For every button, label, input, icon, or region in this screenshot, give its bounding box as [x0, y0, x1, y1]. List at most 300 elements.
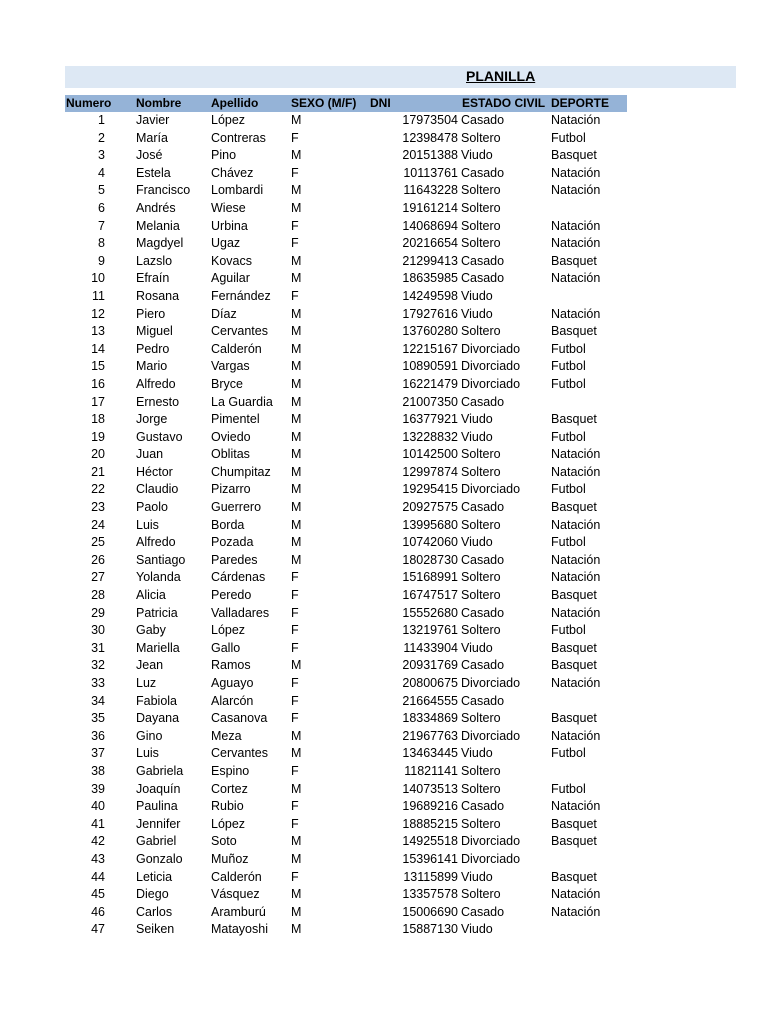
cell-dni: 12215167	[402, 341, 458, 356]
cell-sexo: M	[291, 183, 302, 198]
cell-apellido: Kovacs	[211, 253, 252, 268]
cell-nombre: Paolo	[136, 500, 168, 515]
cell-estado-civil: Divorciado	[461, 851, 521, 866]
cell-nombre: Joaquín	[136, 781, 181, 796]
cell-apellido: Muñoz	[211, 851, 249, 866]
cell-estado-civil: Soltero	[461, 887, 501, 902]
table-row	[0, 833, 768, 851]
cell-dni: 21664555	[402, 693, 458, 708]
cell-deporte: Natación	[551, 887, 601, 902]
cell-estado-civil: Viudo	[461, 429, 493, 444]
cell-estado-civil: Soltero	[461, 324, 501, 339]
cell-apellido: Meza	[211, 728, 242, 743]
cell-sexo: F	[291, 711, 299, 726]
table-row	[0, 376, 768, 394]
cell-dni: 11821141	[404, 763, 458, 778]
cell-dni: 18334869	[402, 711, 458, 726]
table-row	[0, 464, 768, 482]
cell-dni: 13115899	[403, 869, 458, 884]
cell-sexo: F	[291, 763, 299, 778]
cell-dni: 13357578	[402, 887, 458, 902]
cell-nombre: Alfredo	[136, 376, 176, 391]
cell-dni: 16747517	[402, 588, 458, 603]
cell-apellido: Soto	[211, 834, 237, 849]
cell-sexo: F	[291, 640, 299, 655]
cell-numero: 9	[98, 253, 105, 268]
table-row	[0, 253, 768, 271]
table-row	[0, 728, 768, 746]
cell-numero: 20	[91, 447, 105, 462]
cell-dni: 13219761	[402, 623, 458, 638]
table-row	[0, 130, 768, 148]
cell-apellido: Bryce	[211, 376, 243, 391]
cell-estado-civil: Viudo	[461, 306, 493, 321]
cell-estado-civil: Soltero	[461, 816, 501, 831]
cell-nombre: Gustavo	[136, 429, 183, 444]
cell-deporte: Natación	[551, 271, 601, 286]
cell-numero: 1	[98, 113, 105, 127]
cell-dni: 12997874	[402, 464, 458, 479]
cell-apellido: Contreras	[211, 130, 266, 145]
cell-deporte: Natación	[551, 236, 601, 251]
table-row	[0, 675, 768, 693]
cell-nombre: Fabiola	[136, 693, 177, 708]
cell-deporte: Natación	[551, 447, 601, 462]
cell-estado-civil: Viudo	[461, 148, 493, 163]
cell-estado-civil: Casado	[461, 271, 505, 286]
cell-sexo: M	[291, 500, 302, 515]
cell-nombre: Luz	[136, 676, 157, 690]
cell-apellido: Casanova	[211, 711, 268, 726]
cell-sexo: M	[291, 728, 302, 743]
cell-sexo: M	[291, 429, 302, 444]
cell-estado-civil: Soltero	[461, 183, 501, 198]
cell-deporte: Futbol	[551, 623, 586, 638]
cell-deporte: Natación	[551, 517, 601, 532]
cell-numero: 16	[91, 376, 105, 391]
cell-dni: 11433904	[403, 640, 458, 655]
cell-estado-civil: Soltero	[461, 200, 501, 215]
table-row	[0, 921, 768, 939]
cell-numero: 25	[91, 535, 105, 550]
cell-numero: 17	[91, 394, 105, 409]
cell-estado-civil: Viudo	[461, 640, 493, 655]
cell-numero: 24	[91, 517, 105, 532]
cell-apellido: Cortez	[211, 781, 248, 796]
cell-nombre: Jennifer	[136, 816, 181, 831]
table-row	[0, 622, 768, 640]
cell-sexo: M	[291, 851, 302, 866]
cell-dni: 20216654	[402, 236, 458, 251]
cell-nombre: Jorge	[136, 412, 168, 427]
cell-estado-civil: Soltero	[461, 517, 501, 532]
cell-numero: 4	[98, 165, 105, 180]
cell-sexo: M	[291, 781, 302, 796]
cell-numero: 46	[91, 904, 105, 919]
cell-numero: 38	[91, 763, 105, 778]
cell-numero: 22	[91, 482, 105, 497]
cell-apellido: Oblitas	[211, 447, 250, 462]
table-row	[0, 745, 768, 763]
cell-estado-civil: Soltero	[461, 218, 501, 233]
data-table-body	[0, 112, 768, 939]
cell-apellido: Ugaz	[211, 236, 241, 251]
cell-apellido: Cervantes	[211, 746, 268, 761]
cell-apellido: Aramburú	[211, 904, 266, 919]
cell-estado-civil: Casado	[461, 552, 505, 567]
table-row	[0, 534, 768, 552]
cell-numero: 3	[98, 148, 105, 163]
cell-dni: 18885215	[402, 816, 458, 831]
cell-apellido: López	[211, 623, 246, 638]
cell-deporte: Futbol	[551, 535, 586, 550]
cell-deporte: Natación	[551, 183, 601, 198]
cell-apellido: Pimentel	[211, 412, 260, 427]
cell-numero: 11	[92, 288, 105, 303]
table-row	[0, 816, 768, 834]
cell-numero: 43	[91, 851, 105, 866]
cell-dni: 19161214	[402, 200, 458, 215]
cell-dni: 14068694	[402, 218, 458, 233]
cell-numero: 12	[91, 306, 105, 321]
cell-apellido: Díaz	[211, 306, 237, 321]
cell-dni: 20151388	[402, 148, 458, 163]
cell-dni: 21967763	[402, 728, 458, 743]
cell-nombre: Claudio	[136, 482, 179, 497]
cell-nombre: Javier	[136, 113, 170, 127]
cell-dni: 20927575	[402, 500, 458, 515]
table-row	[0, 235, 768, 253]
cell-estado-civil: Casado	[461, 253, 505, 268]
table-row	[0, 341, 768, 359]
cell-sexo: M	[291, 253, 302, 268]
sheet-title: PLANILLA	[466, 68, 536, 84]
cell-numero: 15	[91, 359, 105, 374]
cell-estado-civil: Divorciado	[461, 359, 521, 374]
cell-sexo: F	[291, 236, 299, 251]
cell-apellido: Chumpitaz	[211, 464, 271, 479]
cell-dni: 18028730	[402, 552, 458, 567]
cell-nombre: Miguel	[136, 324, 173, 339]
cell-sexo: M	[291, 658, 302, 673]
cell-sexo: M	[291, 464, 302, 479]
cell-nombre: Piero	[136, 306, 166, 321]
cell-sexo: M	[291, 359, 302, 374]
cell-deporte: Futbol	[551, 429, 586, 444]
cell-numero: 27	[91, 570, 105, 585]
cell-sexo: M	[291, 834, 302, 849]
cell-deporte: Futbol	[551, 341, 586, 356]
cell-estado-civil: Casado	[461, 500, 505, 515]
cell-numero: 2	[98, 130, 105, 145]
cell-nombre: Alicia	[136, 588, 166, 603]
cell-deporte: Futbol	[551, 746, 586, 761]
cell-deporte: Natación	[551, 605, 601, 620]
cell-sexo: M	[291, 922, 302, 937]
cell-estado-civil: Casado	[461, 605, 505, 620]
cell-estado-civil: Casado	[461, 904, 505, 919]
cell-estado-civil: Viudo	[461, 535, 493, 550]
cell-nombre: Rosana	[136, 288, 180, 303]
cell-apellido: López	[211, 816, 246, 831]
cell-apellido: La Guardia	[211, 394, 273, 409]
table-row	[0, 605, 768, 623]
cell-estado-civil: Viudo	[461, 412, 493, 427]
cell-numero: 14	[91, 341, 105, 356]
cell-numero: 13	[91, 324, 105, 339]
cell-apellido: Ramos	[211, 658, 251, 673]
cell-estado-civil: Casado	[461, 693, 505, 708]
table-row	[0, 640, 768, 658]
cell-apellido: Wiese	[211, 200, 246, 215]
cell-numero: 19	[91, 429, 105, 444]
header-apellido: Apellido	[211, 96, 259, 110]
cell-nombre: Héctor	[136, 464, 173, 479]
table-row	[0, 411, 768, 429]
cell-dni: 10890591	[402, 359, 458, 374]
cell-estado-civil: Viudo	[461, 922, 493, 937]
table-row	[0, 323, 768, 341]
cell-numero: 6	[98, 200, 105, 215]
cell-dni: 15887130	[402, 922, 458, 937]
cell-dni: 13995680	[402, 517, 458, 532]
cell-sexo: M	[291, 482, 302, 497]
cell-deporte: Basquet	[551, 711, 597, 726]
cell-dni: 15552680	[402, 605, 458, 620]
table-row	[0, 306, 768, 324]
cell-sexo: M	[291, 341, 302, 356]
cell-sexo: M	[291, 552, 302, 567]
header-sexo: SEXO (M/F)	[291, 96, 357, 110]
table-row	[0, 200, 768, 218]
cell-sexo: M	[291, 200, 302, 215]
cell-apellido: Vásquez	[211, 887, 260, 902]
table-row	[0, 693, 768, 711]
cell-apellido: Lombardi	[211, 183, 264, 198]
cell-nombre: Gino	[136, 728, 163, 743]
cell-sexo: M	[291, 394, 302, 409]
cell-estado-civil: Casado	[461, 394, 505, 409]
table-row	[0, 657, 768, 675]
cell-numero: 44	[91, 869, 105, 884]
cell-nombre: Santiago	[136, 552, 186, 567]
cell-nombre: María	[136, 130, 168, 145]
cell-dni: 18635985	[402, 271, 458, 286]
cell-numero: 26	[91, 552, 105, 567]
cell-estado-civil: Soltero	[461, 623, 501, 638]
cell-dni: 16221479	[402, 376, 458, 391]
cell-dni: 21007350	[402, 394, 458, 409]
cell-apellido: Gallo	[211, 640, 241, 655]
cell-estado-civil: Casado	[461, 113, 505, 127]
cell-nombre: Andrés	[136, 200, 176, 215]
cell-numero: 34	[91, 693, 105, 708]
cell-nombre: Gonzalo	[136, 851, 183, 866]
cell-apellido: Pino	[211, 148, 237, 163]
cell-estado-civil: Viudo	[461, 869, 493, 884]
cell-numero: 23	[91, 500, 105, 515]
cell-dni: 12398478	[402, 130, 458, 145]
cell-nombre: Gaby	[136, 623, 166, 638]
cell-numero: 5	[98, 183, 105, 198]
cell-deporte: Natación	[551, 218, 601, 233]
cell-dni: 19295415	[402, 482, 458, 497]
cell-nombre: Gabriel	[136, 834, 177, 849]
cell-sexo: M	[291, 535, 302, 550]
cell-sexo: F	[291, 676, 299, 690]
cell-sexo: F	[291, 693, 299, 708]
cell-dni: 13463445	[402, 746, 458, 761]
cell-estado-civil: Viudo	[461, 746, 493, 761]
cell-estado-civil: Soltero	[461, 570, 501, 585]
cell-sexo: F	[291, 623, 299, 638]
cell-nombre: Mariella	[136, 640, 180, 655]
cell-nombre: Alfredo	[136, 535, 176, 550]
cell-dni: 20800675	[402, 676, 458, 690]
cell-estado-civil: Divorciado	[461, 834, 521, 849]
cell-nombre: Ernesto	[136, 394, 180, 409]
cell-apellido: Paredes	[211, 552, 258, 567]
cell-apellido: Aguayo	[211, 676, 254, 690]
cell-dni: 11643228	[403, 183, 458, 198]
cell-estado-civil: Divorciado	[461, 728, 521, 743]
cell-numero: 31	[91, 640, 105, 655]
cell-dni: 15168991	[402, 570, 458, 585]
cell-dni: 14925518	[402, 834, 458, 849]
cell-nombre: Estela	[136, 165, 171, 180]
table-row	[0, 569, 768, 587]
cell-nombre: Jean	[136, 658, 164, 673]
cell-dni: 10742060	[402, 535, 458, 550]
cell-apellido: Fernández	[211, 288, 271, 303]
cell-apellido: Aguilar	[211, 271, 250, 286]
cell-apellido: Cárdenas	[211, 570, 266, 585]
cell-apellido: Pozada	[211, 535, 254, 550]
header-dni: DNI	[370, 96, 391, 110]
cell-deporte: Futbol	[551, 781, 586, 796]
cell-deporte: Basquet	[551, 500, 597, 515]
cell-estado-civil: Soltero	[461, 588, 501, 603]
cell-apellido: López	[211, 113, 246, 127]
cell-apellido: Borda	[211, 517, 245, 532]
cell-apellido: Calderón	[211, 341, 262, 356]
table-row	[0, 446, 768, 464]
cell-deporte: Natación	[551, 676, 601, 690]
table-row	[0, 552, 768, 570]
table-row	[0, 429, 768, 447]
cell-numero: 28	[91, 588, 105, 603]
cell-deporte: Basquet	[551, 412, 597, 427]
cell-deporte: Basquet	[551, 253, 597, 268]
cell-deporte: Natación	[551, 570, 601, 585]
cell-estado-civil: Divorciado	[461, 341, 521, 356]
cell-apellido: Oviedo	[211, 429, 251, 444]
cell-deporte: Basquet	[551, 324, 597, 339]
table-row	[0, 288, 768, 306]
cell-deporte: Futbol	[551, 376, 586, 391]
cell-sexo: M	[291, 447, 302, 462]
cell-apellido: Chávez	[211, 165, 254, 180]
table-row	[0, 904, 768, 922]
cell-numero: 40	[91, 799, 105, 814]
cell-numero: 8	[98, 236, 105, 251]
cell-nombre: Yolanda	[136, 570, 181, 585]
cell-numero: 33	[91, 676, 105, 690]
cell-dni: 17927616	[402, 306, 458, 321]
cell-apellido: Peredo	[211, 588, 252, 603]
cell-deporte: Natación	[551, 904, 601, 919]
cell-dni: 19689216	[402, 799, 458, 814]
cell-estado-civil: Soltero	[461, 447, 501, 462]
cell-apellido: Valladares	[211, 605, 270, 620]
cell-numero: 10	[91, 271, 105, 286]
cell-deporte: Natación	[551, 165, 601, 180]
cell-dni: 20931769	[402, 658, 458, 673]
cell-sexo: M	[291, 113, 302, 127]
cell-deporte: Basquet	[551, 640, 597, 655]
table-row	[0, 499, 768, 517]
cell-dni: 13228832	[402, 429, 458, 444]
cell-deporte: Basquet	[551, 588, 597, 603]
cell-sexo: F	[291, 799, 299, 814]
cell-sexo: M	[291, 746, 302, 761]
table-row	[0, 710, 768, 728]
cell-apellido: Rubio	[211, 799, 244, 814]
cell-numero: 29	[91, 605, 105, 620]
header-numero: Numero	[66, 96, 112, 110]
cell-sexo: F	[291, 869, 299, 884]
table-row	[0, 270, 768, 288]
cell-estado-civil: Casado	[461, 799, 505, 814]
table-row	[0, 182, 768, 200]
cell-nombre: Francisco	[136, 183, 191, 198]
cell-estado-civil: Soltero	[461, 236, 501, 251]
table-row	[0, 798, 768, 816]
cell-dni: 16377921	[402, 412, 458, 427]
cell-numero: 35	[91, 711, 105, 726]
cell-deporte: Futbol	[551, 482, 586, 497]
cell-sexo: M	[291, 306, 302, 321]
cell-dni: 15006690	[402, 904, 458, 919]
cell-sexo: F	[291, 816, 299, 831]
cell-deporte: Basquet	[551, 869, 597, 884]
cell-estado-civil: Soltero	[461, 464, 501, 479]
cell-estado-civil: Soltero	[461, 130, 501, 145]
cell-estado-civil: Viudo	[461, 288, 493, 303]
cell-numero: 42	[91, 834, 105, 849]
cell-apellido: Espino	[211, 763, 250, 778]
cell-apellido: Pizarro	[211, 482, 251, 497]
cell-estado-civil: Divorciado	[461, 482, 521, 497]
cell-sexo: M	[291, 324, 302, 339]
cell-estado-civil: Casado	[461, 658, 505, 673]
cell-deporte: Basquet	[551, 658, 597, 673]
cell-nombre: Pedro	[136, 341, 170, 356]
cell-nombre: Patricia	[136, 605, 178, 620]
table-row	[0, 886, 768, 904]
cell-estado-civil: Divorciado	[461, 676, 521, 690]
table-row	[0, 481, 768, 499]
cell-sexo: M	[291, 904, 302, 919]
cell-dni: 21299413	[402, 253, 458, 268]
cell-sexo: F	[291, 130, 299, 145]
cell-apellido: Alarcón	[211, 693, 254, 708]
cell-sexo: F	[291, 165, 299, 180]
table-row	[0, 112, 768, 130]
table-row	[0, 394, 768, 412]
table-row	[0, 218, 768, 236]
cell-nombre: Mario	[136, 359, 168, 374]
